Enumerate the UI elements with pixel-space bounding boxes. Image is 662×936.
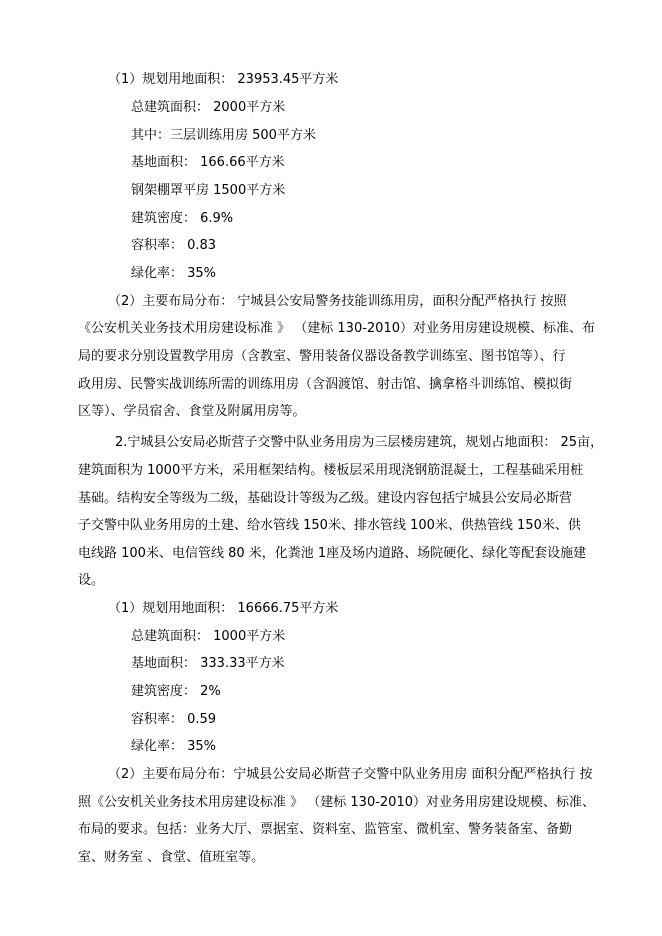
s1-layout-line: 局的要求分别设置教学用房（含教室、警用装备仪器设备教学训练室、图书馆等）、行 bbox=[78, 349, 566, 364]
s1-total-floor-area: 总建筑面积： 2000平方米 bbox=[131, 100, 286, 115]
s1-layout-line: 区等）、学员宿舍、食堂及附属用房等。 bbox=[78, 404, 306, 419]
s2-intro-line: 基础。结构安全等级为二级，基础设计等级为乙级。建设内容包括宁城县公安局必斯营 bbox=[78, 491, 573, 506]
s2-total-floor-area: 总建筑面积： 1000平方米 bbox=[131, 629, 286, 644]
s1-training-room: 其中：三层训练用房 500平方米 bbox=[131, 128, 316, 143]
s2-layout-line: 布局的要求。包括：业务大厅、票据室、资料室、监管室、微机室、警务装备室、备勤 bbox=[78, 822, 573, 837]
s2-intro-line: 设。 bbox=[78, 573, 105, 588]
s2-layout-line: 室、财务室 、食堂、值班室等。 bbox=[78, 850, 265, 865]
s2-land-area: （1）规划用地面积： 16666.75平方米 bbox=[108, 601, 339, 616]
s2-layout-line: （2）主要布局分布：宁城县公安局必斯营子交警中队业务用房 面积分配严格执行 按 bbox=[108, 767, 593, 782]
s1-plot-ratio: 容积率： 0.83 bbox=[131, 238, 217, 253]
s1-land-area: （1）规划用地面积： 23953.45平方米 bbox=[108, 72, 339, 87]
s2-intro-line: 2.宁城县公安局必斯营子交警中队业务用房为三层楼房建筑，规划占地面积： 25亩， bbox=[115, 435, 604, 450]
s1-steel-shed: 钢架棚罩平房 1500平方米 bbox=[131, 183, 286, 198]
s2-plot-ratio: 容积率： 0.59 bbox=[131, 712, 217, 727]
s1-layout-line: 政用房、民警实战训练所需的训练用房（含泅渡馆、射击馆、擒拿格斗训练馆、模拟街 bbox=[78, 377, 573, 392]
s1-layout-line: （2）主要布局分布： 宁城县公安局警务技能训练用房，面积分配严格执行 按照 bbox=[108, 294, 567, 309]
s2-base-area: 基地面积： 333.33平方米 bbox=[131, 656, 285, 671]
s2-intro-line: 建筑面积为 1000平方米，采用框架结构。楼板层采用现浇钢筋混凝土，工程基础采用桩 bbox=[78, 463, 584, 478]
s2-intro-line: 子交警中队业务用房的土建、给水管线 150米、排水管线 100米、供热管线 150米、供 bbox=[78, 518, 581, 533]
s1-layout-line: 《公安机关业务技术用房建设标准 》 （建标 130-2010）对业务用房建设规模、标准、布 bbox=[78, 321, 595, 336]
s1-base-area: 基地面积： 166.66平方米 bbox=[131, 155, 285, 170]
s2-green-ratio: 绿化率： 35% bbox=[131, 739, 217, 754]
s2-building-density: 建筑密度： 2% bbox=[131, 684, 221, 699]
s2-layout-line: 照《公安机关业务技术用房建设标准 》 （建标 130-2010）对业务用房建设规模、标准、 bbox=[78, 795, 595, 810]
s1-building-density: 建筑密度： 6.9% bbox=[131, 211, 234, 226]
s1-green-ratio: 绿化率： 35% bbox=[131, 266, 217, 281]
s2-intro-line: 电线路 100米、电信管线 80 米，化粪池 1座及场内道路、场院硬化、绿化等配套设施建 bbox=[78, 546, 587, 561]
